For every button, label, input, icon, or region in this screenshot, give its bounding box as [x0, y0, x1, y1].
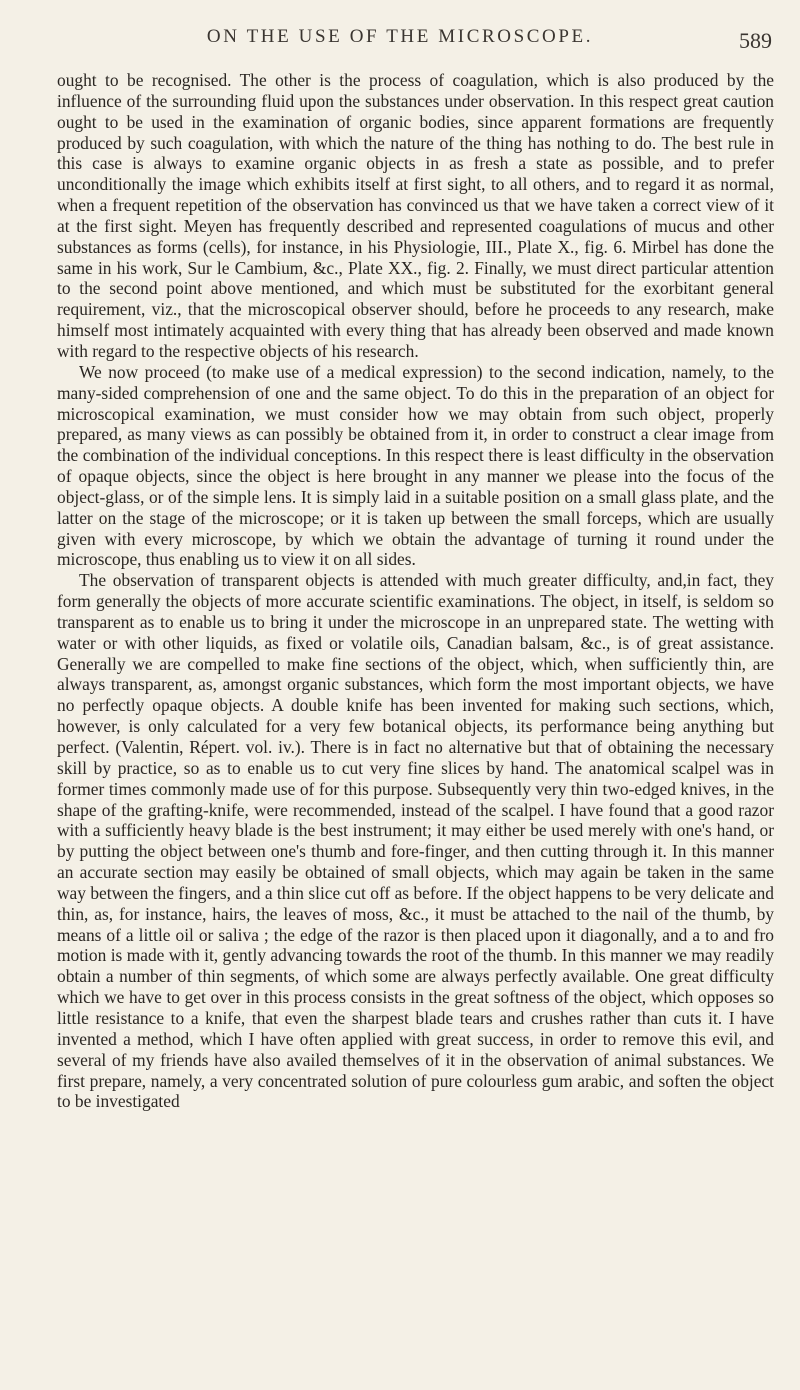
paragraph-second-indication: We now proceed (to make use of a medical expression) to the second indication, namely, to the many-sided comprehension of one and the same object. To do this in the preparation of an object for microscopical examination, we must consider how we may obtain from such object, properly prepared, as many views as can possibly be obtained from it, in order to construct a clear image from the combination of the individual conceptions. In this respect there is least difficulty in the observation of opaque objects, since the object is here brought in any manner we please into the focus of the object-glass, or of the simple lens. It is simply laid in a suitable position on a small glass plate, and the latter on the stage of the microscope; or it is taken up between the small forceps, which are usually given with every microscope, by which we obtain the advantage of turning it round under the microscope, thus enabling us to view it on all sides.: [57, 361, 774, 570]
paragraph-transparent-objects: The observation of transparent objects is attended with much greater difficulty, and,in fact, they form generally the objects of more accurate scientific examinations. The object, in itself, is seldom so transparent as to enable us to bring it under the microscope in an unprepared state. The wetting with water or with other liquids, as fixed or volatile oils, Canadian balsam, &c., is of great assistance. Generally we are compelled to make fine sections of the object, which, when sufficiently thin, are always transparent, as, amongst organic substances, which form the most important objects, we have no perfectly opaque objects. A double knife has been invented for making such sections, which, however, is only calculated for a very few botanical objects, its performance being anything but perfect. (Valentin, Répert. vol. iv.). There is in fact no alternative but that of obtaining the necessary skill by practice, so as to enable us to cut very fine slices by hand. The anatomical scalpel was in former times commonly made use of for this purpose. Subsequently very thin two-edged knives, in the shape of the grafting-knife, were recommended, instead of the scalpel. I have found that a good razor with a sufficiently heavy blade is the best instrument; it may either be used merely with one's hand, or by putting the object between one's thumb and fore-finger, and then cutting through it. In this manner an accurate section may easily be obtained of small objects, which may again be taken in the same way between the fingers, and a thin slice cut off as before. If the object happens to be very delicate and thin, as, for instance, hairs, the leaves of moss, &c., it must be attached to the nail of the thumb, by means of a little oil or saliva ; the edge of the razor is then placed upon it diagonally, and a to and fro motion is made with it, gently advancing towards the root of the thumb. In this manner we may readily obtain a number of thin segments, of which some are always perfectly available. One great difficulty which we have to get over in this process consists in the great softness of the object, which opposes so little resistance to a knife, that even the sharpest blade tears and crushes rather than cuts it. I have invented a method, which I have often applied with great success, in order to remove this evil, and several of my friends have also availed themselves of it in the observation of animal substances. We first prepare, namely, a very concentrated solution of pure colourless gum arabic, and soften the object to be investigated: [57, 570, 774, 1112]
running-head: [0, 26, 800, 66]
running-title: ON THE USE OF THE MICROSCOPE.: [206, 26, 594, 47]
page-number: 589: [739, 28, 772, 53]
paragraph-continuation: ought to be recognised. The other is the process of coagulation, which is also produced by the influence of the surrounding fluid upon the substances under observation. In this respect great caution ought to be used in the examination of organic bodies, since apparent formations are frequently produced by such coagulation, with which the nature of the thing has nothing to do. The best rule in this case is always to examine organic objects in as fresh a state as possible, and to prefer unconditionally the image which exhibits itself at first sight, to all others, and to regard it as normal, when a frequent repetition of the observation has convinced us that we have taken a correct view of it at the first sight. Meyen has frequently described and represented coagulations of mucus and other substances as forms (cells), for instance, in his Physiologie, III., Plate X., fig. 6. Mirbel has done the same in his work, Sur le Cambium, &c., Plate XX., fig. 2. Finally, we must direct particular attention to the second point above mentioned, and which must be substituted for the exorbitant general requirement, viz., that the microscopical observer should, before he proceeds to any research, make himself most intimately acquainted with every thing that has already been observed and made known with regard to the respective objects of his research.: [57, 70, 774, 361]
body-text: [57, 70, 774, 1380]
